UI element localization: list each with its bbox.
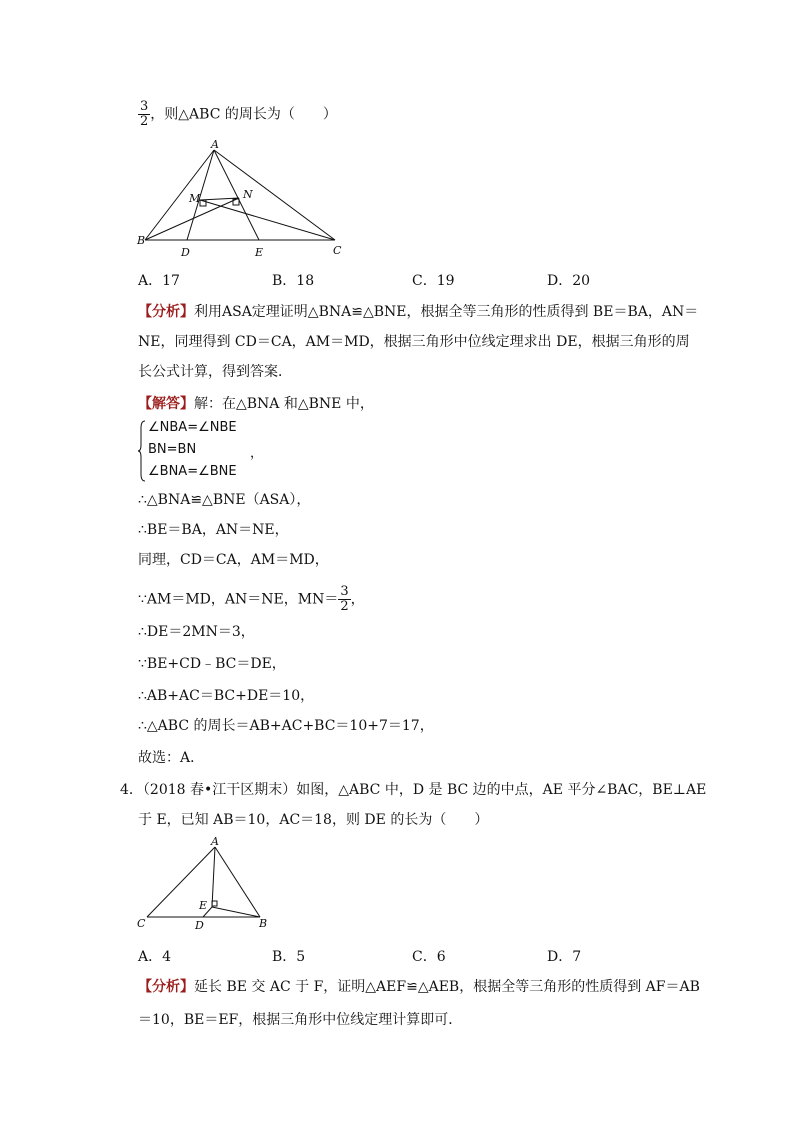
system-brace (138, 420, 146, 482)
q3-answer-line-1: 【解答】解：在△BNA 和△BNE 中， (138, 396, 374, 412)
q3-label-n: N (243, 188, 253, 201)
q4-option-b: B．5 (272, 949, 306, 965)
q4-label-a: A (211, 835, 219, 848)
q3-option-a: A．17 (138, 273, 180, 289)
q3-step-5: ∴DE＝2MN＝3， (138, 624, 255, 640)
system-eq-1: ∠NBA=∠NBE (148, 420, 237, 435)
q3-step-6: ∵BE+CD﹣BC＝DE， (138, 656, 286, 672)
q3-step-1: ∴△BNA≌△BNE（ASA）， (138, 492, 311, 508)
q3-label-d: D (181, 246, 190, 259)
q4-label-d: D (195, 919, 204, 932)
q4-label-b: B (259, 917, 268, 930)
system-comma: ， (250, 446, 264, 461)
q3-step-4: ∵AM＝MD，AN＝NE，MN＝ $\frac{3}{2}$ ， (138, 584, 365, 614)
q3-label-b: B (137, 234, 146, 247)
q4-stem-line-2: 于 E，已知 AB＝10，AC＝18，则 DE 的长为（ ） (138, 812, 489, 828)
q3-option-d: D．20 (547, 273, 591, 289)
q4-stem-line-1: 4．（2018 春•江干区期末）如图，△ABC 中，D 是 BC 边的中点，AE 平分∠BAC，BE⊥AE (120, 782, 707, 798)
system-eq-2: BN=BN (148, 442, 197, 457)
q3-analysis-line-1: 【分析】利用ASA定理证明△BNA≌△BNE，根据全等三角形的性质得到 BE＝BA，AN＝ (138, 304, 699, 320)
q3-label-m: M (189, 192, 201, 205)
q3-stem-tail: $\frac{3}{2}$ ，则△ABC 的周长为（ ） (140, 99, 337, 129)
q3-option-b: B．18 (272, 273, 315, 289)
q3-label-a: A (211, 140, 219, 151)
q4-label-e: E (199, 899, 208, 912)
q3-option-c: C．19 (412, 273, 455, 289)
q4-option-c: C．6 (412, 949, 446, 965)
q3-step-3: 同理，CD＝CA，AM＝MD， (138, 552, 329, 568)
system-eq-3: ∠BNA=∠BNE (148, 464, 237, 479)
q4-triangle-figure (135, 835, 275, 935)
q3-fraction: $\frac{3}{2}$ (140, 99, 149, 129)
q3-analysis-line-3: 长公式计算，得到答案． (138, 364, 292, 380)
q3-step-9: 故选：A． (138, 750, 205, 766)
q4-analysis-line-1: 【分析】延长 BE 交 AC 于 F，证明△AEF≌△AEB，根据全等三角形的性质得到 AF＝AB (138, 979, 700, 995)
q4-option-a: A．4 (138, 949, 172, 965)
q3-label-e: E (255, 246, 264, 259)
q3-analysis-line-2: NE，同理得到 CD＝CA，AM＝MD，根据三角形中位线定理求出 DE，根据三角形的周 (138, 334, 690, 350)
q3-step-2: ∴BE＝BA，AN＝NE， (138, 522, 289, 538)
q3-step-7: ∴AB+AC＝BC+DE＝10， (138, 688, 315, 704)
q3-triangle-figure (135, 140, 350, 260)
q3-label-c: C (333, 244, 342, 257)
q4-analysis-line-2: ＝10，BE＝EF，根据三角形中位线定理计算即可． (138, 1012, 463, 1028)
q3-step-4-fraction: $\frac{3}{2}$ (340, 584, 349, 614)
q4-label-c: C (137, 917, 146, 930)
q4-option-d: D．7 (547, 949, 582, 965)
q3-step-8: ∴△ABC 的周长＝AB+AC+BC＝10+7＝17， (138, 718, 434, 734)
